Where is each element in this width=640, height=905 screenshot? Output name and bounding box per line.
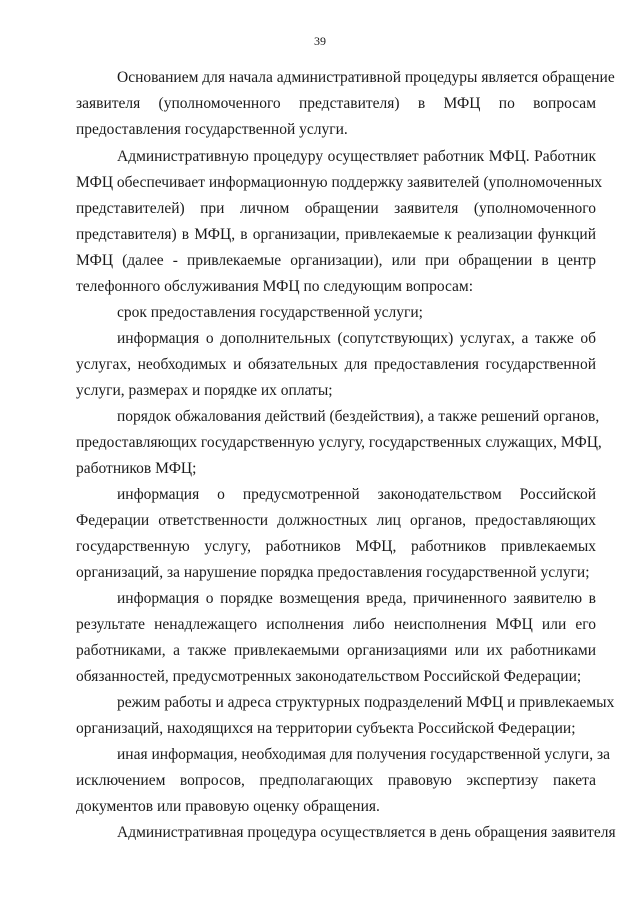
text-line: услуги, размерах и порядке их оплаты; [76, 382, 333, 399]
text-line: Административная процедура осуществляется в день обращения заявителя [117, 824, 616, 841]
text-line: порядок обжалования действий (бездействия), а также решений органов, [117, 408, 600, 425]
text-line: иная информация, необходимая для получения государственной услуги, за [117, 746, 610, 763]
text-line: организаций, за нарушение порядка предоставления государственной услуги; [76, 564, 590, 581]
text-line: документов или правовую оценку обращения. [76, 798, 380, 815]
text-line: информация о порядке возмещения вреда, причиненного заявителю в [117, 590, 596, 607]
text-line: Основанием для начала административной процедуры является обращение [117, 69, 615, 86]
text-line: информация о дополнительных (сопутствующих) услугах, а также об [117, 330, 596, 347]
text-line: работников МФЦ; [76, 460, 197, 477]
text-line: заявителя (уполномоченного представителя) в МФЦ по вопросам [76, 95, 596, 112]
page-number: 39 [314, 34, 326, 48]
text-line: представителей) при личном обращении заявителя (уполномоченного [76, 200, 596, 217]
text-line: МФЦ обеспечивает информационную поддержку заявителей (уполномоченных [76, 174, 603, 191]
text-line: режим работы и адреса структурных подразделений МФЦ и привлекаемых [117, 694, 615, 711]
text-line: МФЦ (далее - привлекаемые организации), или при обращении в центр [76, 252, 596, 269]
text-line: информация о предусмотренной законодательством Российской [117, 486, 596, 503]
text-line: работниками, а также привлекаемыми организациями или их работниками [76, 642, 596, 659]
text-line: телефонного обслуживания МФЦ по следующим вопросам: [76, 278, 474, 295]
text-line: исключением вопросов, предполагающих правовую экспертизу пакета [76, 772, 596, 789]
text-line: организаций, находящихся на территории субъекта Российской Федерации; [76, 720, 576, 737]
text-line: услугах, необходимых и обязательных для предоставления государственной [76, 356, 596, 373]
text-line: предоставляющих государственную услугу, государственных служащих, МФЦ, [76, 434, 602, 451]
text-line: результате ненадлежащего исполнения либо неисполнения МФЦ или его [76, 616, 596, 633]
text-line: обязанностей, предусмотренных законодательством Российской Федерации; [76, 668, 582, 685]
text-line: представителя) в МФЦ, в организации, привлекаемые к реализации функций [76, 226, 596, 243]
text-line: Административную процедуру осуществляет работник МФЦ. Работник [117, 148, 596, 165]
text-line: срок предоставления государственной услуги; [117, 304, 423, 321]
document-body [76, 65, 616, 846]
text-line: государственную услугу, работников МФЦ, работников привлекаемых [76, 538, 596, 555]
text-line: предоставления государственной услуги. [76, 121, 348, 138]
text-line: Федерации ответственности должностных лиц органов, предоставляющих [76, 512, 596, 529]
